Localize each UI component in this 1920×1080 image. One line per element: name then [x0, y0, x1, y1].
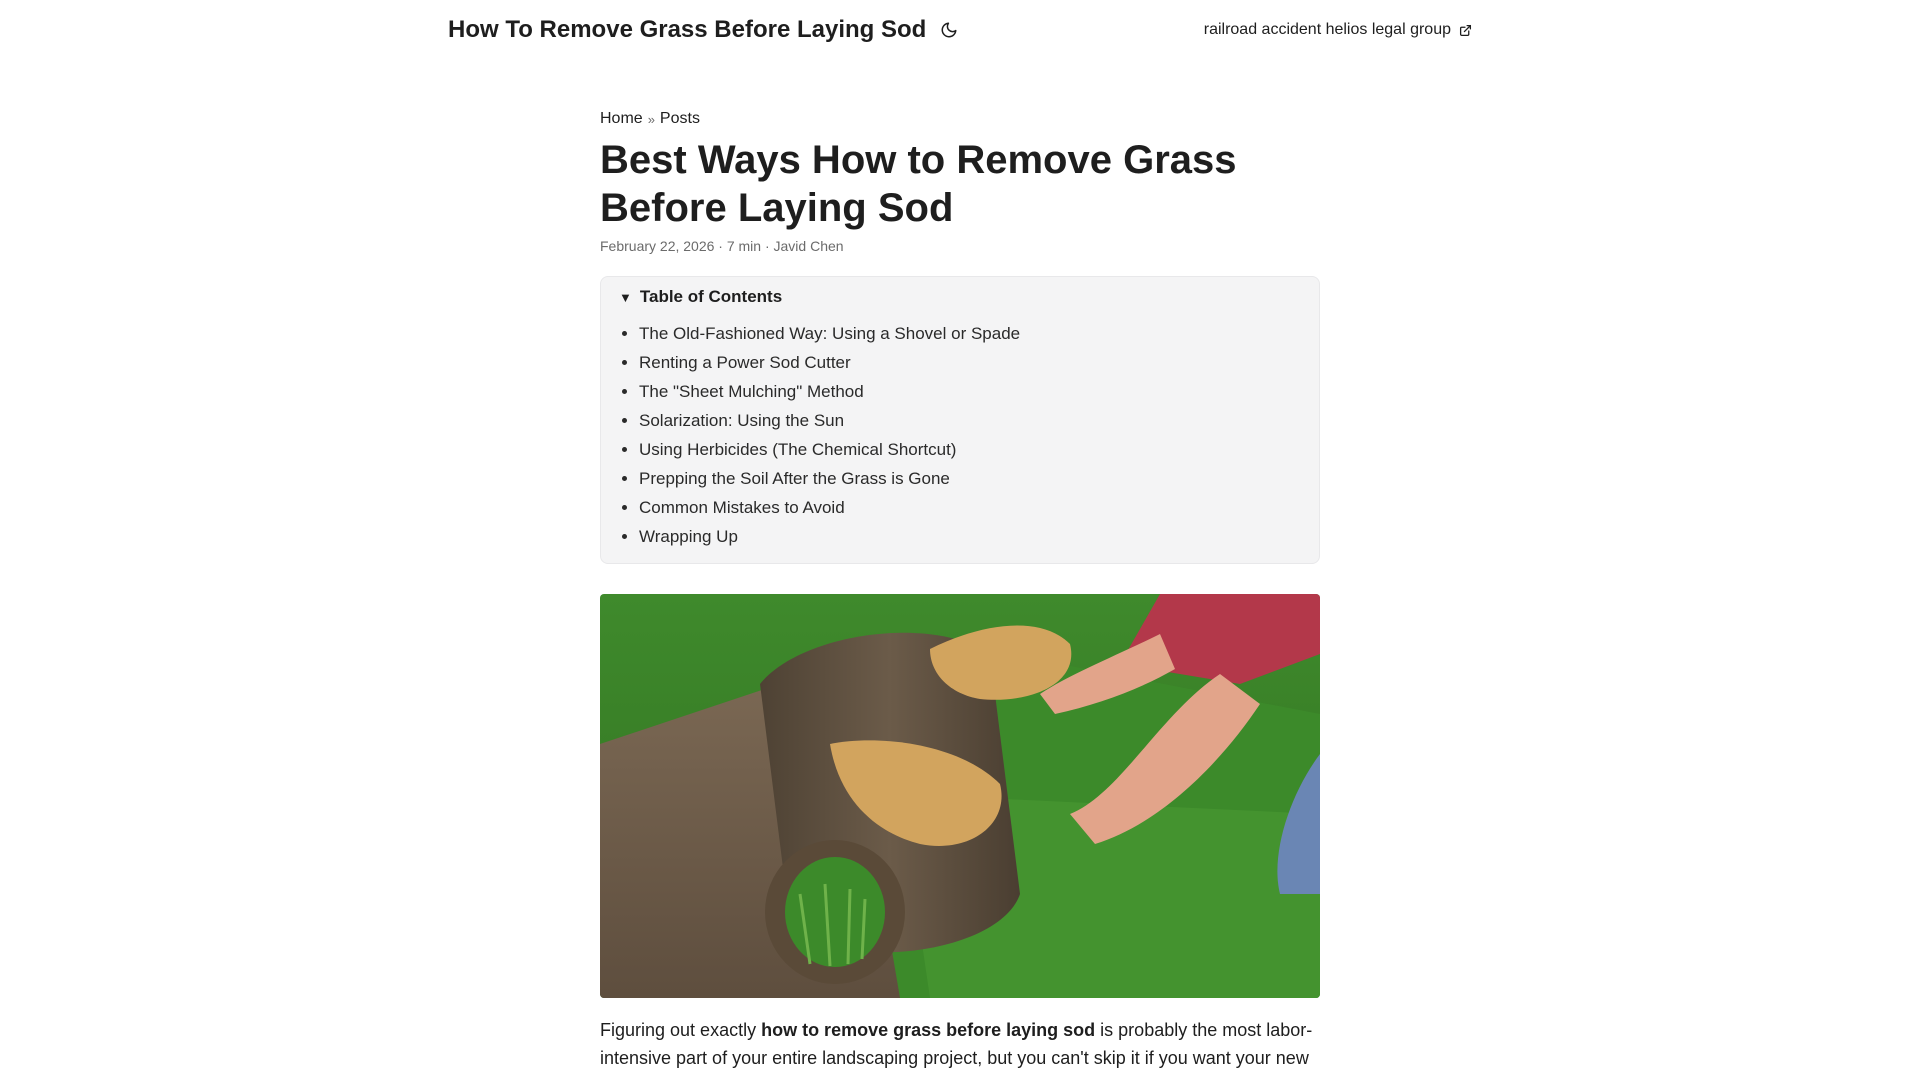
toc-item	[639, 493, 1301, 522]
external-link-icon	[1459, 24, 1472, 37]
intro-paragraph	[600, 1016, 1320, 1072]
intro-text-after: is probably the most labor-intensive part of your entire landscaping project, but you can't skip it if you want your new	[600, 1020, 1313, 1068]
breadcrumb-posts[interactable]: Posts	[659, 110, 700, 127]
site-header	[448, 0, 1472, 60]
toc-link[interactable]: Prepping the Soil After the Grass is Gone	[639, 469, 950, 488]
toc-link[interactable]: The Old-Fashioned Way: Using a Shovel or Spade	[639, 324, 1021, 343]
breadcrumb	[600, 110, 1320, 128]
toc-item	[639, 377, 1301, 406]
site-title-link[interactable]: How To Remove Grass Before Laying Sod	[448, 16, 927, 43]
toc-heading: Table of Contents	[639, 287, 783, 306]
toc-list	[619, 319, 1301, 551]
breadcrumb-home[interactable]: Home	[600, 110, 643, 127]
cover-image	[600, 594, 1320, 998]
toc-toggle[interactable]	[619, 287, 1301, 307]
toc-link[interactable]: Solarization: Using the Sun	[639, 411, 845, 430]
caret-down-icon: ▼	[619, 289, 632, 305]
toc-link[interactable]: The "Sheet Mulching" Method	[639, 382, 864, 401]
external-menu-link[interactable]	[1204, 21, 1472, 39]
intro-keyword: how to remove grass before laying sod	[761, 1020, 1096, 1040]
toc-item	[639, 464, 1301, 493]
intro-text-before: Figuring out exactly	[600, 1020, 762, 1040]
toc-item	[639, 522, 1301, 551]
toc-item	[639, 435, 1301, 464]
toc-item	[639, 348, 1301, 377]
breadcrumb-separator: »	[647, 111, 655, 127]
toc-link[interactable]: Common Mistakes to Avoid	[639, 498, 845, 517]
logo-area	[448, 16, 960, 44]
toc-item	[639, 406, 1301, 435]
post-meta: February 22, 2026 · 7 min · Javid Chen	[600, 238, 844, 254]
table-of-contents	[600, 276, 1320, 564]
toc-link[interactable]: Renting a Power Sod Cutter	[639, 353, 851, 372]
post-main	[600, 60, 1320, 1072]
page-title: Best Ways How to Remove Grass Before Laying Sod	[600, 138, 1237, 230]
moon-icon[interactable]	[938, 19, 960, 41]
toc-link[interactable]: Wrapping Up	[639, 527, 738, 546]
toc-item	[639, 319, 1301, 348]
external-link-label: railroad accident helios legal group	[1203, 21, 1451, 38]
toc-link[interactable]: Using Herbicides (The Chemical Shortcut)	[639, 440, 957, 459]
